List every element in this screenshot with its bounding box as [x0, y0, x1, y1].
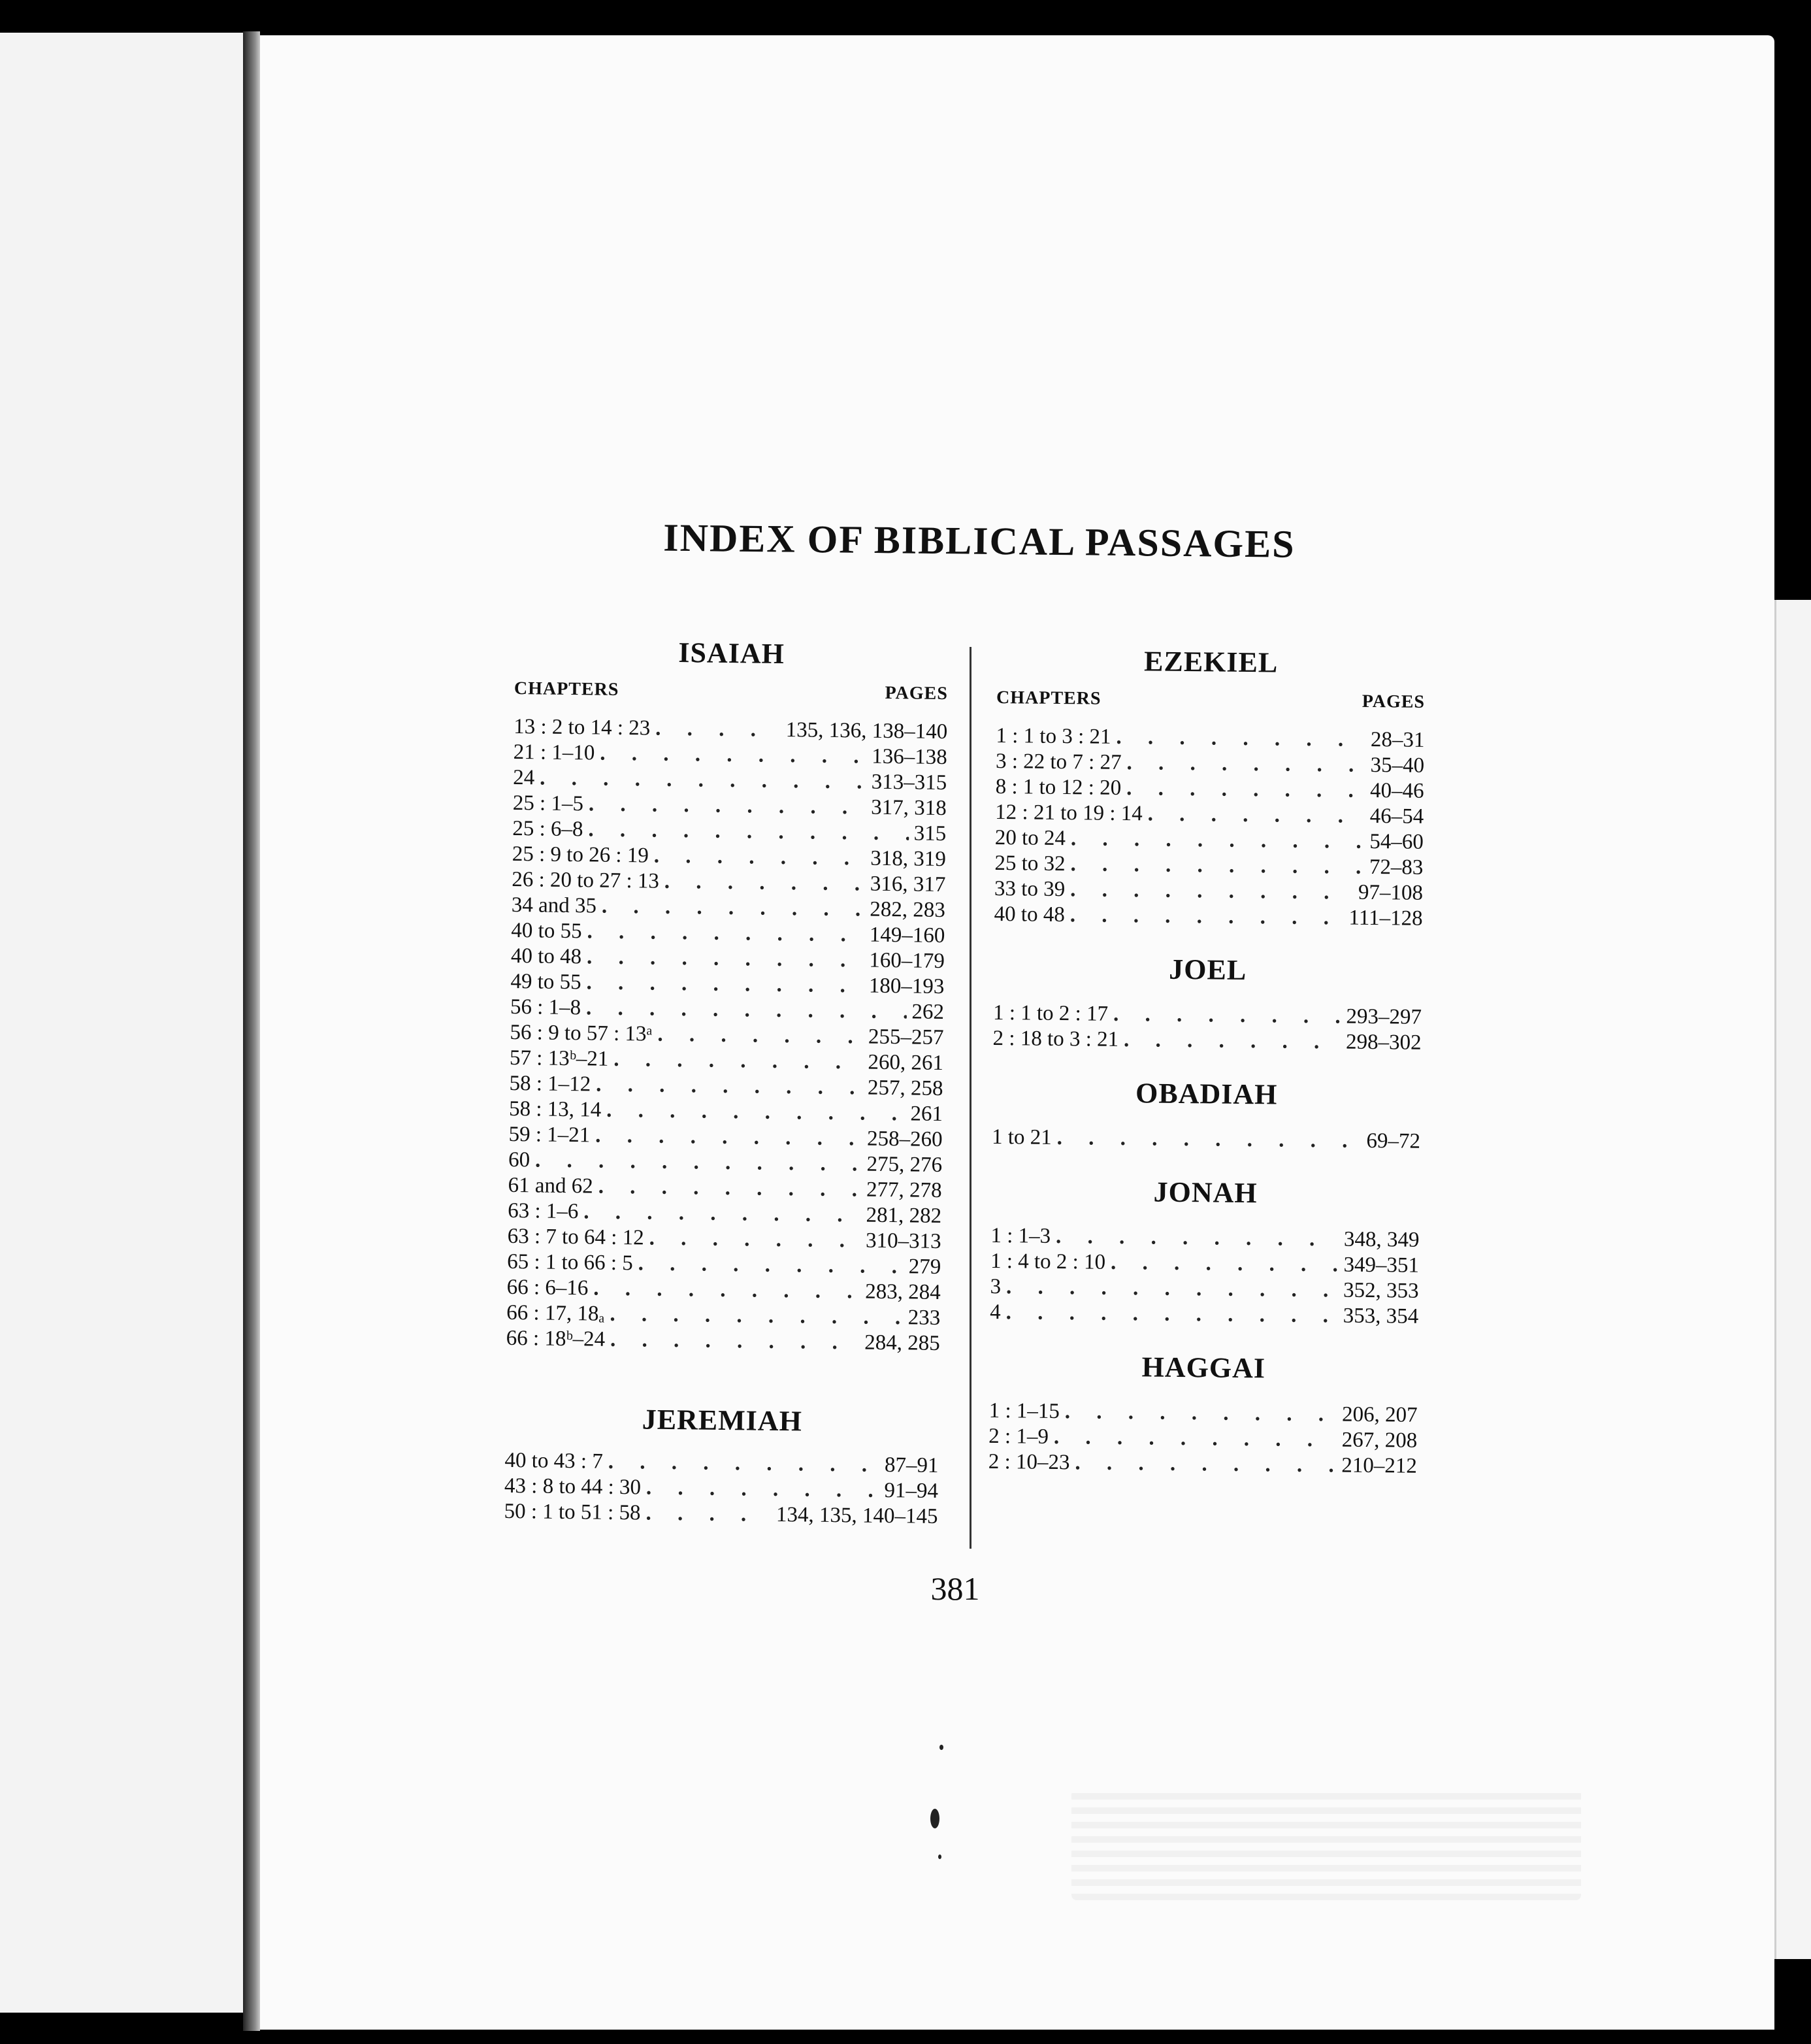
page-reference: 160–179: [869, 948, 945, 974]
page-reference: 313–315: [871, 770, 947, 795]
page-reference: 233: [907, 1306, 941, 1330]
dot-leader: [1124, 1027, 1341, 1055]
book-gutter: [243, 31, 260, 2031]
page-reference: 267, 208: [1341, 1428, 1418, 1453]
page-reference: 315: [913, 821, 947, 846]
chapter-reference: 8 : 1 to 12 : 20: [995, 774, 1122, 800]
chapter-reference: 40 to 48: [510, 944, 582, 969]
index-entry: [994, 851, 1423, 881]
dot-leader: [1054, 1425, 1337, 1453]
section-title-jeremiah: JEREMIAH: [642, 1403, 803, 1438]
chapter-reference: 25 : 9 to 26 : 19: [512, 842, 649, 868]
chapter-reference: 40 to 55: [511, 918, 582, 944]
ink-spot: [938, 1854, 941, 1859]
page-reference: 317, 318: [871, 795, 947, 821]
chapter-reference: 21 : 1–10: [513, 740, 595, 765]
dot-leader: [1065, 1399, 1337, 1427]
haggai-entries: [988, 1398, 1418, 1479]
page-reference: 149–160: [869, 923, 945, 948]
dot-leader: [1126, 776, 1365, 804]
isaiah-entries: [506, 714, 948, 1357]
ink-spot: [930, 1809, 939, 1828]
chapter-reference: 3: [990, 1274, 1002, 1299]
dot-leader: [610, 1327, 860, 1356]
chapter-reference: 1 : 4 to 2 : 10: [990, 1249, 1106, 1274]
dot-leader: [587, 944, 864, 973]
chapter-reference: 34 and 35: [511, 893, 597, 918]
page-reference: 316, 317: [870, 872, 946, 897]
dot-leader: [593, 1276, 860, 1305]
chapter-reference: 33 to 39: [994, 876, 1066, 902]
dot-leader: [608, 1449, 880, 1478]
index-entry: [995, 825, 1424, 855]
show-through-blemish: [1071, 1789, 1581, 1900]
left-column: [504, 633, 949, 1530]
page-reference: 282, 283: [870, 897, 946, 923]
chapter-reference: 63 : 1–6: [507, 1198, 579, 1224]
dot-leader: [1006, 1300, 1338, 1328]
dot-leader: [664, 869, 865, 897]
dot-leader: [586, 995, 907, 1025]
dot-leader: [589, 791, 866, 820]
jeremiah-entries: [504, 1448, 938, 1530]
chapter-reference: 2 : 10–23: [988, 1449, 1070, 1475]
dot-leader: [655, 716, 781, 743]
dot-leader: [1148, 801, 1365, 829]
page-reference: 91–94: [884, 1479, 939, 1504]
index-entry: [993, 1000, 1422, 1030]
dot-leader: [645, 1501, 771, 1528]
section-title-obadiah: OBADIAH: [1135, 1077, 1278, 1111]
column-headers: [996, 685, 1425, 715]
column-divider: [970, 647, 971, 1549]
page-reference: 28–31: [1370, 727, 1425, 752]
chapter-reference: 25 : 1–5: [512, 791, 584, 816]
chapter-reference: 58 : 1–12: [509, 1071, 591, 1096]
dot-leader: [1071, 826, 1365, 855]
dot-leader: [535, 1147, 862, 1177]
index-entry: [988, 1449, 1417, 1479]
index-entry: [992, 1125, 1420, 1155]
chapter-reference: 56 : 9 to 57 : 13ᵃ: [510, 1020, 653, 1046]
dot-leader: [638, 1251, 903, 1279]
index-entry: [988, 1398, 1417, 1428]
page-reference: 275, 276: [866, 1152, 943, 1178]
chapter-reference: 56 : 1–8: [510, 995, 581, 1020]
dot-leader: [583, 1199, 861, 1228]
chapter-reference: 20 to 24: [994, 825, 1066, 851]
dot-leader: [1070, 851, 1364, 880]
page-reference: 277, 278: [866, 1178, 942, 1203]
dot-leader: [1126, 750, 1365, 778]
page-reference: 72–83: [1369, 855, 1424, 880]
index-entry: [992, 1026, 1421, 1056]
page-title: INDEX OF BIBLICAL PASSAGES: [663, 516, 1296, 566]
dot-leader: [606, 1098, 906, 1127]
dot-leader: [1057, 1125, 1362, 1154]
chapter-reference: 60: [508, 1147, 530, 1172]
page-reference: 69–72: [1366, 1129, 1421, 1153]
page-reference: 281, 282: [866, 1203, 942, 1228]
page-reference: 111–128: [1348, 906, 1423, 931]
page-reference: 262: [911, 1000, 945, 1025]
chapter-reference: 1 : 1 to 3 : 21: [996, 723, 1111, 749]
page-reference: 260, 261: [868, 1050, 944, 1076]
chapter-reference: 1 : 1–15: [988, 1398, 1060, 1424]
page-reference: 283, 284: [864, 1279, 941, 1305]
section-title-isaiah: ISAIAH: [678, 636, 785, 670]
dot-leader: [610, 1302, 903, 1330]
jonah-entries: [990, 1223, 1420, 1330]
chapter-reference: 2 : 1–9: [988, 1424, 1049, 1449]
chapter-reference: 40 to 43 : 7: [504, 1448, 604, 1474]
index-entry: [990, 1300, 1418, 1330]
chapter-reference: 1 to 21: [991, 1125, 1052, 1149]
index-entry: [990, 1274, 1418, 1304]
page-reference: 46–54: [1369, 804, 1424, 829]
obadiah-entries: [992, 1125, 1420, 1155]
dot-leader: [657, 1022, 863, 1050]
chapter-reference: 24: [513, 765, 535, 790]
ink-spot: [939, 1745, 943, 1750]
ezekiel-entries: [994, 723, 1424, 932]
page-reference: 352, 353: [1343, 1278, 1419, 1303]
dot-leader: [598, 1174, 862, 1203]
chapter-reference: 58 : 13, 14: [508, 1096, 602, 1122]
chapter-reference: 43 : 8 to 44 : 30: [504, 1474, 642, 1500]
index-entry: [994, 876, 1423, 906]
dot-leader: [586, 970, 864, 998]
page-reference: 318, 319: [870, 846, 947, 872]
index-entry: [990, 1249, 1419, 1279]
index-entry: [988, 1424, 1417, 1454]
page-reference: 255–257: [868, 1025, 944, 1050]
page-number: 381: [930, 1570, 980, 1607]
page-reference: 87–91: [884, 1453, 939, 1478]
page-reference: 54–60: [1369, 829, 1424, 854]
chapter-reference: 25 : 6–8: [512, 816, 583, 842]
dot-leader: [654, 844, 866, 872]
dot-leader: [602, 894, 865, 923]
chapter-reference: 66 : 6–16: [506, 1275, 589, 1300]
dot-leader: [646, 1475, 879, 1504]
index-entry: [504, 1499, 938, 1530]
index-entry: [506, 1326, 940, 1357]
dot-leader: [596, 1072, 862, 1101]
chapter-reference: 59 : 1–21: [508, 1122, 591, 1147]
chapter-reference: 2 : 18 to 3 : 21: [992, 1026, 1119, 1051]
page-reference: 348, 349: [1343, 1227, 1420, 1252]
page-reference: 349–351: [1343, 1253, 1420, 1278]
page-reference: 40–46: [1369, 778, 1424, 803]
pages-header: PAGES: [885, 682, 949, 704]
chapters-header: CHAPTERS: [996, 687, 1101, 709]
page-reference: 279: [908, 1255, 941, 1279]
index-entry: [994, 902, 1422, 932]
page-reference: 35–40: [1370, 753, 1425, 778]
dot-leader: [587, 919, 864, 948]
index-entry: [996, 723, 1424, 753]
chapter-reference: 13 : 2 to 14 : 23: [514, 714, 651, 740]
index-entry: [995, 774, 1424, 804]
page-reference: 180–193: [868, 974, 945, 999]
right-column: [988, 642, 1426, 1479]
dot-leader: [595, 1123, 862, 1152]
facing-page: [0, 33, 243, 2013]
chapter-reference: 4: [990, 1300, 1001, 1325]
page-reference: 293–297: [1346, 1004, 1422, 1029]
page-reference: 284, 285: [864, 1330, 940, 1356]
page-reference: 298–302: [1345, 1030, 1422, 1055]
pages-header: PAGES: [1362, 691, 1426, 712]
joel-entries: [992, 1000, 1422, 1056]
chapter-reference: 61 and 62: [508, 1173, 594, 1198]
dot-leader: [1116, 725, 1365, 753]
section-title-jonah: JONAH: [1153, 1176, 1258, 1210]
chapter-reference: 3 : 22 to 7 : 27: [995, 749, 1122, 775]
chapter-reference: 66 : 18ᵇ–24: [506, 1326, 606, 1351]
section-title-haggai: HAGGAI: [1141, 1351, 1266, 1385]
dot-leader: [540, 765, 866, 795]
dot-leader: [1070, 902, 1344, 931]
chapter-reference: 1 : 1–3: [990, 1223, 1051, 1248]
chapter-reference: 66 : 17, 18ₐ: [506, 1300, 605, 1326]
index-entry: [996, 749, 1424, 779]
dot-leader: [588, 817, 909, 846]
chapter-reference: 12 : 21 to 19 : 14: [995, 800, 1143, 826]
page-reference: 136–138: [872, 744, 947, 770]
dot-leader: [1070, 877, 1353, 906]
page-reference: 261: [910, 1102, 943, 1127]
back-leaf-edge: [1774, 600, 1811, 1959]
chapter-reference: 63 : 7 to 64 : 12: [507, 1224, 644, 1250]
chapter-reference: 1 : 1 to 2 : 17: [992, 1000, 1109, 1026]
section-title-ezekiel: EZEKIEL: [1143, 645, 1279, 679]
chapter-reference: 65 : 1 to 66 : 5: [507, 1249, 633, 1276]
chapter-reference: 25 to 32: [994, 851, 1066, 876]
index-entry: [990, 1223, 1419, 1253]
chapter-reference: 49 to 55: [510, 969, 581, 995]
page-reference: 210–212: [1341, 1453, 1418, 1478]
page-reference: 353, 354: [1343, 1304, 1419, 1328]
page-reference: 310–313: [865, 1228, 941, 1254]
dot-leader: [1006, 1274, 1338, 1303]
page-reference: 97–108: [1358, 880, 1424, 905]
page-reference: 134, 135, 140–145: [775, 1502, 938, 1529]
chapter-reference: 50 : 1 to 51 : 58: [504, 1499, 641, 1525]
page-reference: 258–260: [866, 1127, 943, 1152]
dot-leader: [1056, 1224, 1339, 1253]
dot-leader: [649, 1226, 860, 1254]
page-reference: 206, 207: [1341, 1402, 1418, 1427]
dot-leader: [600, 741, 866, 770]
dot-leader: [1111, 1250, 1339, 1278]
column-headers: [514, 676, 948, 706]
section-gap: [506, 1351, 940, 1405]
dot-leader: [1113, 1002, 1341, 1030]
chapters-header: CHAPTERS: [514, 678, 619, 700]
section-title-joel: JOEL: [1169, 953, 1247, 987]
page-reference: 257, 258: [867, 1076, 943, 1101]
chapter-reference: 40 to 48: [994, 902, 1065, 927]
page-reference: 135, 136, 138–140: [785, 718, 948, 744]
index-entry: [995, 800, 1424, 830]
dot-leader: [1075, 1450, 1336, 1478]
dot-leader: [613, 1047, 863, 1076]
chapter-reference: 57 : 13ᵇ–21: [509, 1046, 609, 1071]
chapter-reference: 26 : 20 to 27 : 13: [512, 867, 660, 893]
